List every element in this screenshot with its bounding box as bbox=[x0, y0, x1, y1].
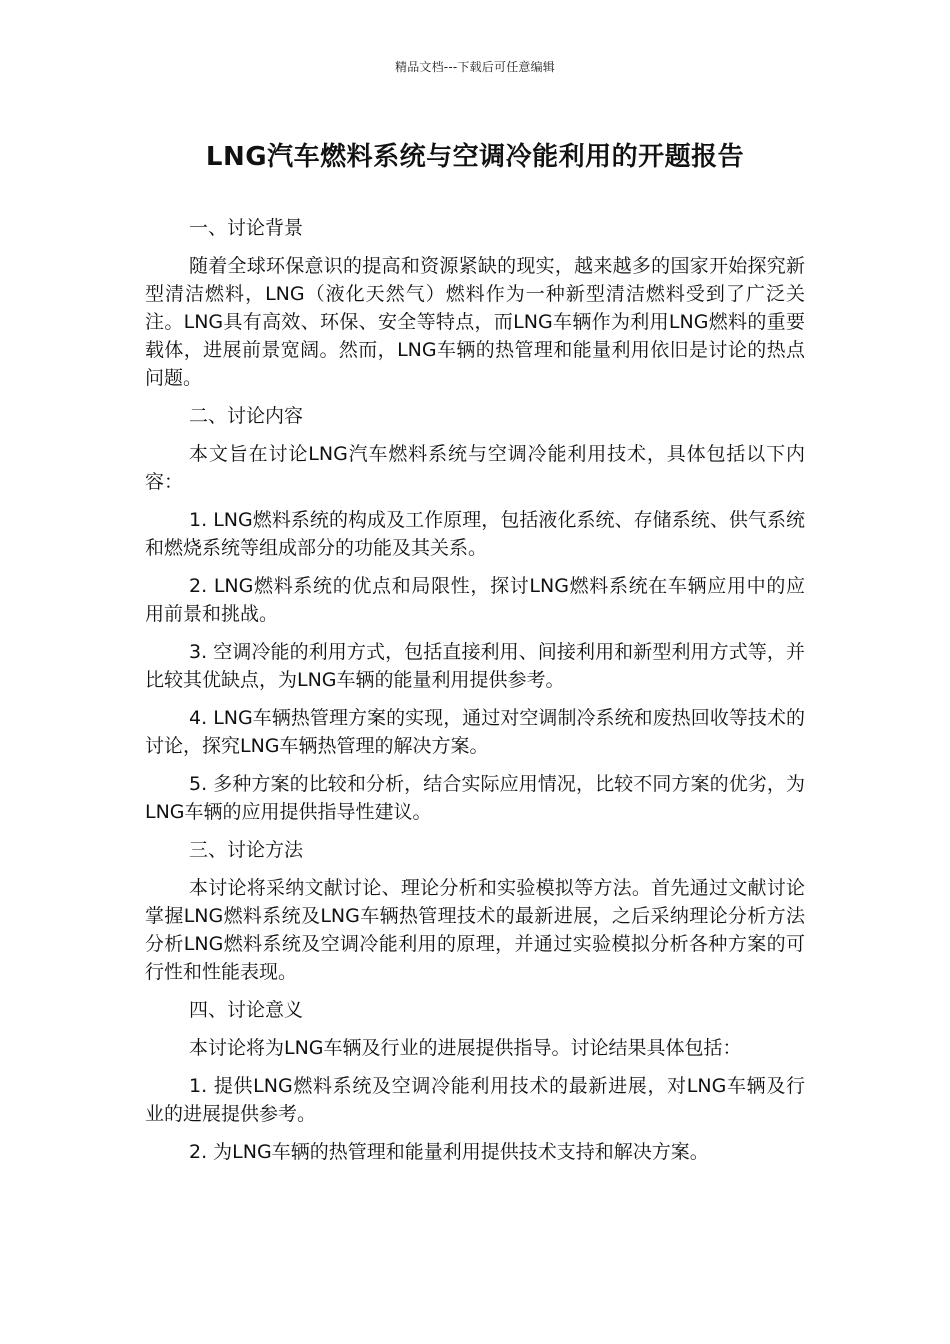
list-item-content-4: 4. LNG车辆热管理方案的实现，通过对空调制冷系统和废热回收等技术的讨论，探究LNG车辆热管理的解决方案。 bbox=[145, 707, 805, 757]
page-header-note: 精品文档---下载后可任意编辑 bbox=[395, 60, 555, 74]
list-item-significance-1: 1. 提供LNG燃料系统及空调冷能利用技术的最新进展，对LNG车辆及行业的进展提供参考。 bbox=[145, 1075, 805, 1125]
section-heading-significance: 四、讨论意义 bbox=[189, 999, 304, 1021]
paragraph-significance-intro: 本讨论将为LNG车辆及行业的进展提供指导。讨论结果具体包括： bbox=[189, 1037, 742, 1059]
section-heading-methods: 三、讨论方法 bbox=[189, 839, 304, 861]
paragraph-methods: 本讨论将采纳文献讨论、理论分析和实验模拟等方法。首先通过文献讨论掌握LNG燃料系统及LNG车辆热管理技术的最新进展，之后采纳理论分析方法分析LNG燃料系统及空调冷能利用的原理，并通过实验模拟分析各种方案的可行性和性能表现。 bbox=[145, 877, 805, 983]
list-item-significance-2: 2. 为LNG车辆的热管理和能量利用提供技术支持和解决方案。 bbox=[189, 1141, 709, 1163]
document-title: LNG汽车燃料系统与空调冷能利用的开题报告 bbox=[205, 142, 745, 172]
list-item-content-1: 1. LNG燃料系统的构成及工作原理，包括液化系统、存储系统、供气系统和燃烧系统等组成部分的功能及其关系。 bbox=[145, 509, 805, 559]
list-item-content-5: 5. 多种方案的比较和分析，结合实际应用情况，比较不同方案的优劣，为LNG车辆的应用提供指导性建议。 bbox=[145, 773, 805, 823]
document-body bbox=[145, 214, 805, 1176]
paragraph-content-intro: 本文旨在讨论LNG汽车燃料系统与空调冷能利用技术，具体包括以下内容： bbox=[145, 443, 805, 493]
list-item-content-3: 3. 空调冷能的利用方式，包括直接利用、间接利用和新型利用方式等，并比较其优缺点，为LNG车辆的能量利用提供参考。 bbox=[145, 641, 805, 691]
paragraph-background: 随着全球环保意识的提高和资源紧缺的现实，越来越多的国家开始探究新型清洁燃料，LNG（液化天然气）燃料作为一种新型清洁燃料受到了广泛关注。LNG具有高效、环保、安全等特点，而LNG车辆作为利用LNG燃料的重要载体，进展前景宽阔。然而，LNG车辆的热管理和能量利用依旧是讨论的热点问题。 bbox=[145, 255, 805, 389]
list-item-content-2: 2. LNG燃料系统的优点和局限性，探讨LNG燃料系统在车辆应用中的应用前景和挑战。 bbox=[145, 575, 805, 625]
section-heading-content: 二、讨论内容 bbox=[189, 405, 304, 427]
section-heading-background: 一、讨论背景 bbox=[189, 217, 304, 239]
